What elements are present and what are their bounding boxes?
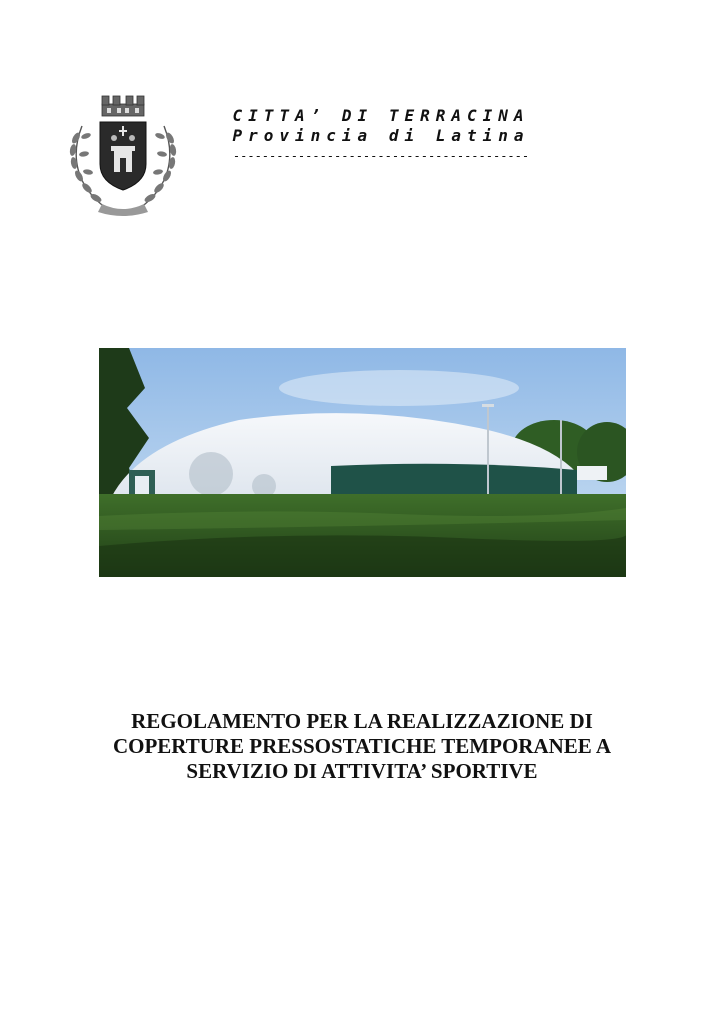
coat-of-arms-icon (62, 86, 184, 218)
document-title (80, 709, 644, 784)
header-rule: ----------------------------------------- (232, 149, 530, 163)
pressostatic-dome-photo (99, 348, 626, 577)
title-line-1: REGOLAMENTO PER LA REALIZZAZIONE DI (131, 709, 593, 733)
city-header (216, 106, 546, 164)
title-line-3: SERVIZIO DI ATTIVITA’ SPORTIVE (186, 759, 538, 783)
city-name: CITTA’ DI TERRACINA (232, 106, 530, 125)
province-name: Provincia di Latina (232, 126, 530, 145)
title-line-2: COPERTURE PRESSOSTATICHE TEMPORANEE A (112, 734, 612, 758)
